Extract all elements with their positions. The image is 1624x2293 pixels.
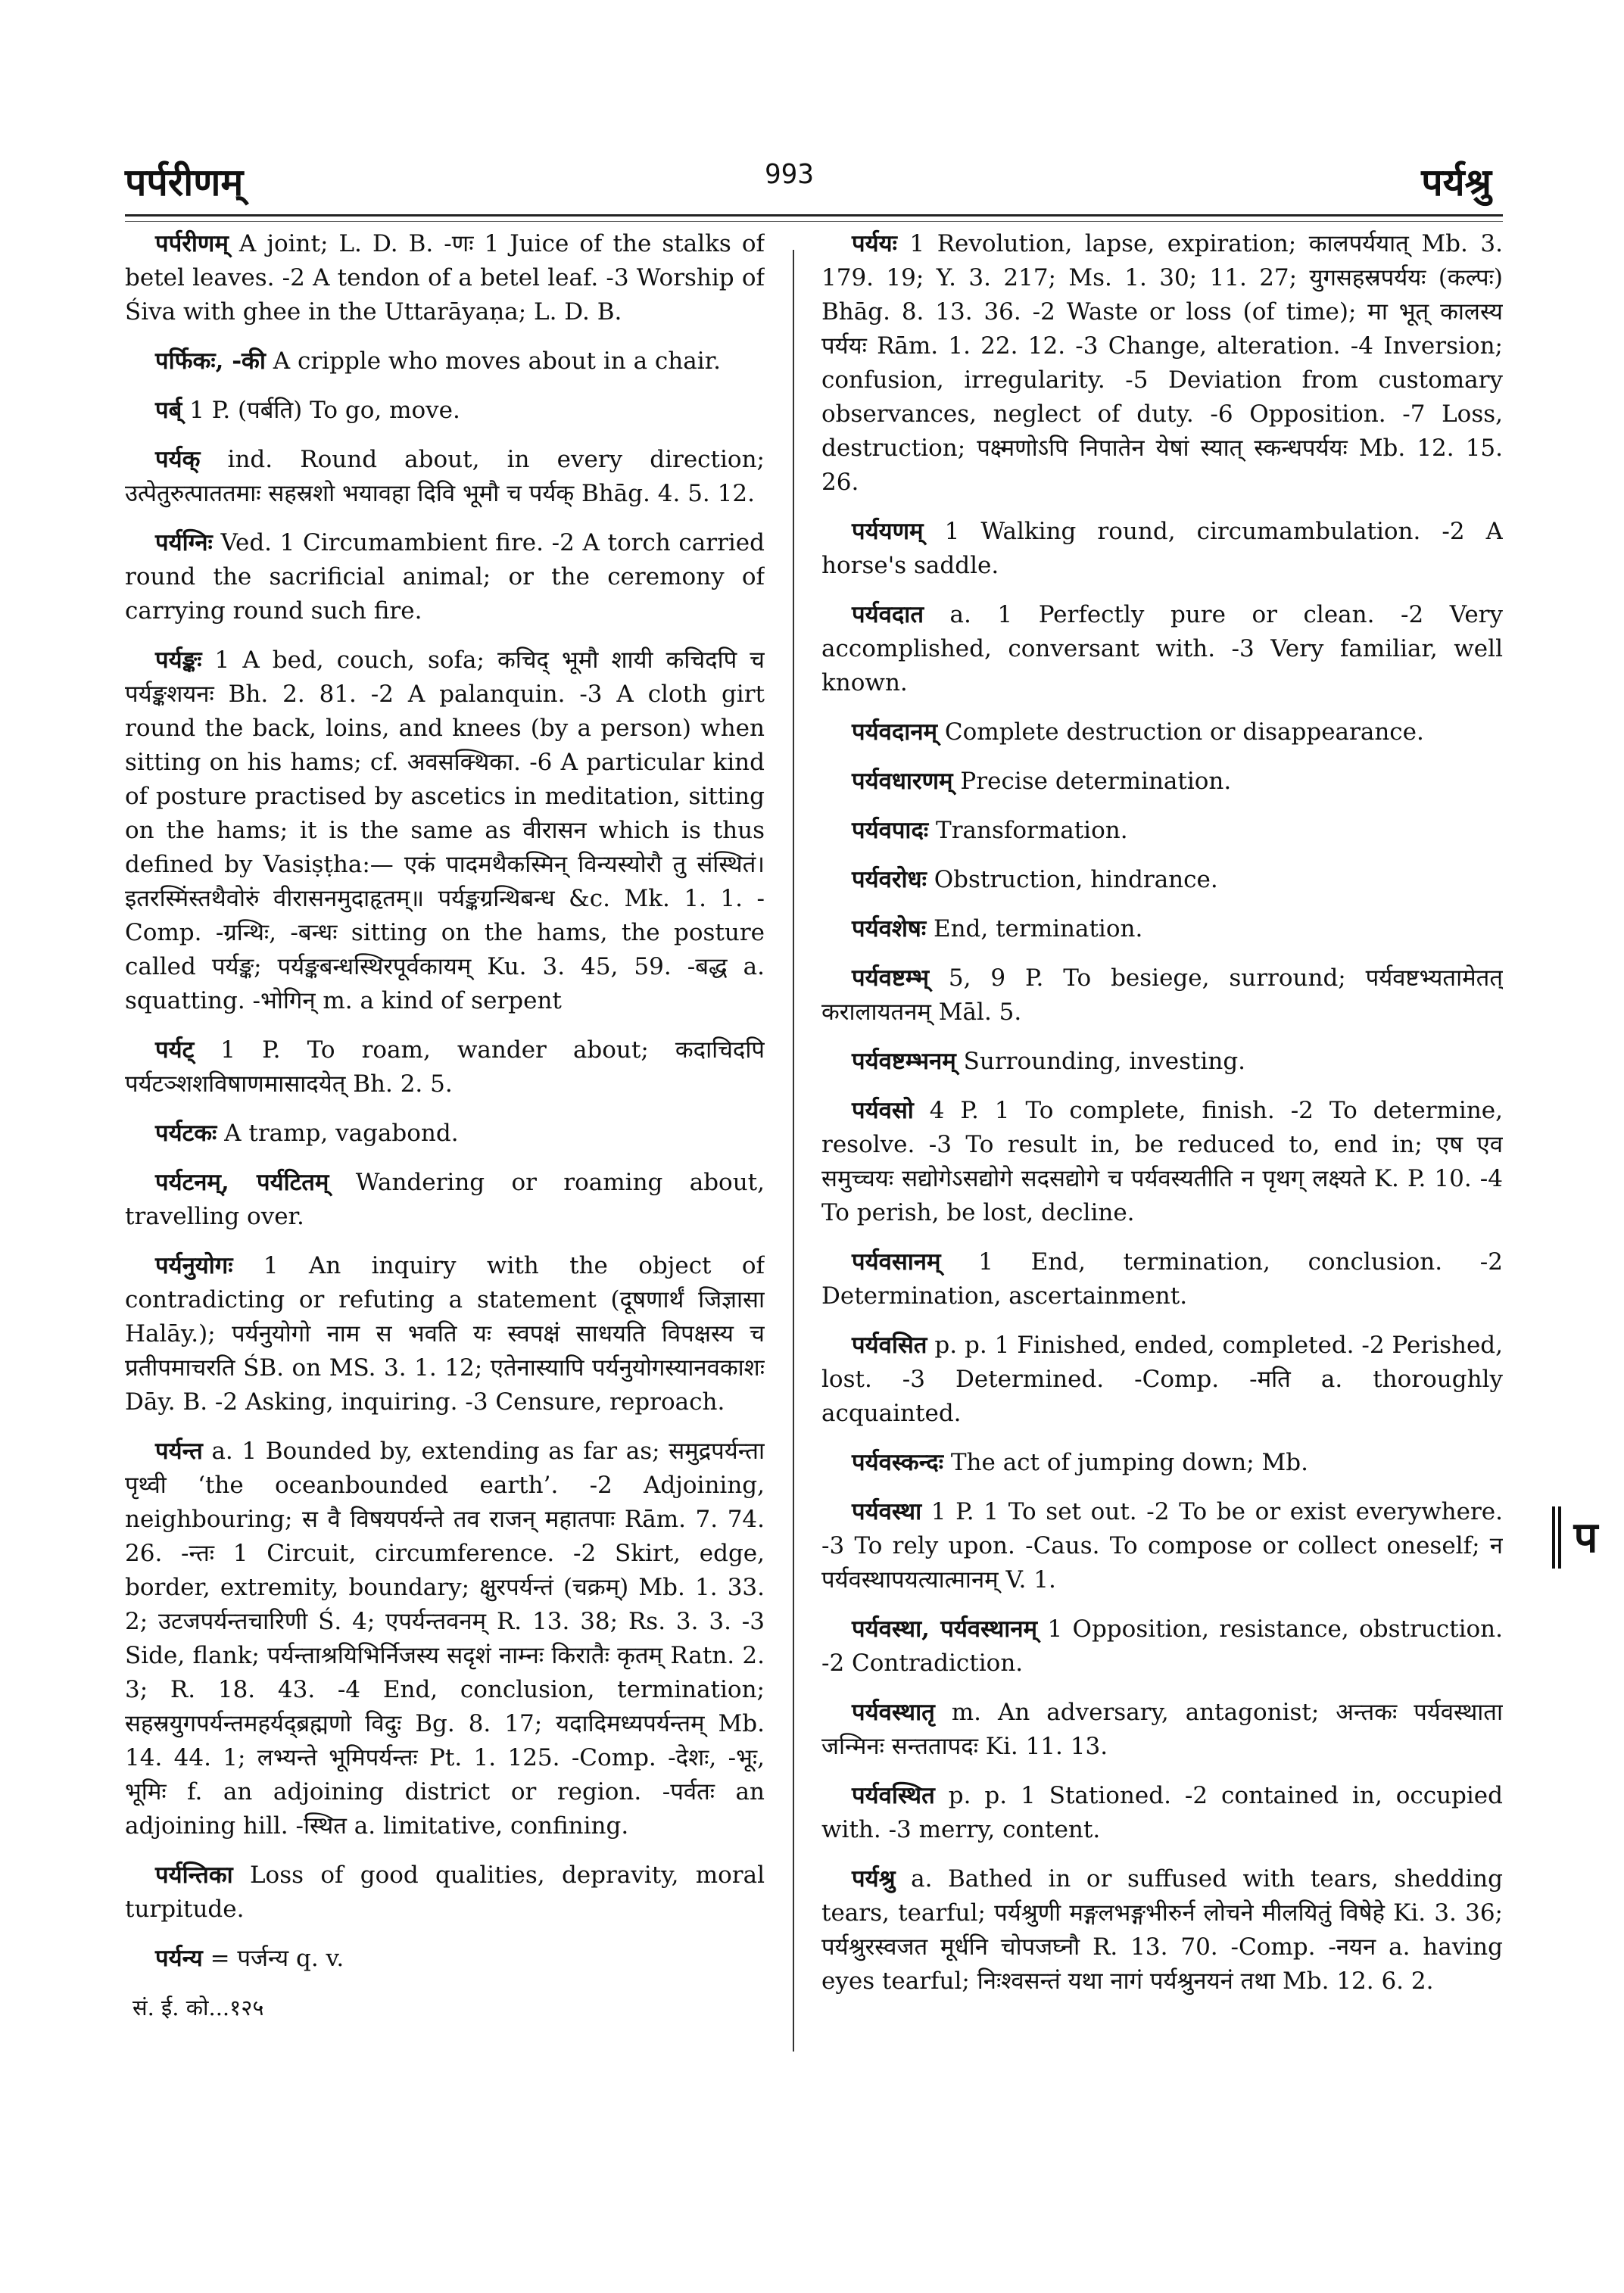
dictionary-entry xyxy=(125,443,765,511)
signature-footnote: सं. ई. को...१२५ xyxy=(132,1995,264,2020)
entry-headword: पर्यवदात xyxy=(852,601,924,628)
entry-definition: 1 End, termination, conclusion. -2 Determination, ascertainment. xyxy=(821,1248,1503,1310)
entry-headword: पर्यवधारणम् xyxy=(852,768,953,795)
right-entries xyxy=(821,227,1503,1999)
dictionary-entry xyxy=(821,1045,1503,1079)
page-header xyxy=(0,0,1624,220)
dictionary-entry xyxy=(821,598,1503,700)
dictionary-entry xyxy=(125,1435,765,1843)
entry-definition: 1 An inquiry with the object of contradicting or refuting a statement (दूषणार्थं जिज्ञासा Halāy.); पर्यनुयोगो नाम स भवति यः स्वपक्षं साधयति विपक्षस्य च प्रतीपमाचरति ŚB. on MS. 3. 1. 12; एतेनास्यापि पर्यनुयोगस्यानवकाशः Dāy. B. -2 Asking, inquiring. -3 Censure, reproach. xyxy=(125,1252,765,1416)
entry-definition: a. 1 Bounded by, extending as far as; समुद्रपर्यन्ता पृथ्वी ‘the oceanbounded earth’. -2 Adjoining, neighbouring; स वै विषयपर्यन्ते तव राजन् महातपाः Rām. 7. 74. 26. -न्तः 1 Circuit, circumference. -2 Skirt, edge, border, extremity, boundary; क्षुरपर्यन्तं (चक्रम्) Mb. 1. 33. 2; उटजपर्यन्तचारिणी Ś. 4; एपर्यन्तवनम् R. 13. 38; Rs. 3. 3. -3 Side, flank; पर्यन्ताश्रयिभिर्निजस्य सदृशं नाम्नः किरातैः कृतम् Ratn. 2. 3; R. 18. 43. -4 End, conclusion, termination; सहस्रयुगपर्यन्तमहर्यद्ब्रह्मणो विदुः Bg. 8. 17; यदादिमध्यपर्यन्तम् Mb. 14. 44. 1; लभ्यन्ते भूमिपर्यन्तः Pt. 1. 125. -Comp. -देशः, -भूः, भूमिः f. an adjoining district or region. -पर्वतः an adjoining hill. -स्थित a. limitative, confining. xyxy=(125,1438,765,1840)
entry-headword: पर्यवस्थातृ xyxy=(852,1699,935,1726)
entry-definition: a. Bathed in or suffused with tears, shedding tears, tearful; पर्यश्रुणी मङ्गलभङ्गभीरुर्न लोचने मीलयितुं विषेहे Ki. 3. 36; पर्यश्रुरस्वजत मूर्धनि चोपजघ्नौ R. 13. 70. -Comp. -नयन a. having eyes tearful; निःश्वसन्तं यथा नागं पर्यश्रुनयनं तथा Mb. 12. 6. 2. xyxy=(821,1865,1503,1995)
dictionary-entry xyxy=(821,814,1503,848)
dictionary-entry xyxy=(125,227,765,329)
entry-definition: 1 A bed, couch, sofa; कचिद् भूमौ शायी कचिदपि च पर्यङ्कशयनः Bh. 2. 81. -2 A palanquin. -3 A cloth girt round the back, loins, and knees (by a person) when sitting on his hams; cf. अवसक्थिका. -6 A particular kind of posture practised by ascetics in meditation, sitting on the hams; it is the same as वीरासन which is thus defined by Vasiṣṭha:— एकं पादमथैकस्मिन् विन्यस्योरौ तु संस्थितं। इतरस्मिंस्तथैवोरुं वीरासनमुदाहृतम्॥ पर्यङ्कग्रन्थिबन्ध &c. Mk. 1. 1. -Comp. -ग्रन्थिः, -बन्धः sitting on the hams, the posture called पर्यङ्क; पर्यङ्कबन्धस्थिरपूर्वकायम् Ku. 3. 45, 59. -बद्ध a. squatting. -भोगिन् m. a kind of serpent xyxy=(125,646,765,1014)
dictionary-entry xyxy=(821,912,1503,946)
dictionary-entry xyxy=(125,1858,765,1927)
dictionary-entry xyxy=(821,1245,1503,1313)
dictionary-entry xyxy=(821,227,1503,500)
header-rule-thin xyxy=(125,221,1503,222)
entry-definition: End, termination. xyxy=(926,915,1143,942)
entry-definition: 5, 9 P. To besiege, surround; पर्यवष्टभ्यतामेतत् करालायतनम् Māl. 5. xyxy=(821,964,1503,1026)
dictionary-entry xyxy=(821,1696,1503,1764)
entry-definition: 1 P. (पर्बति) To go, move. xyxy=(182,397,460,424)
entry-definition: A tramp, vagabond. xyxy=(217,1120,459,1147)
entry-definition: m. An adversary, antagonist; अन्तकः पर्यवस्थाता जन्मिनः सन्ततापदः Ki. 11. 13. xyxy=(821,1699,1503,1760)
entry-headword: पर्परीणम् xyxy=(155,230,229,257)
entry-headword: पर्यवशेषः xyxy=(852,915,927,942)
dictionary-entry xyxy=(821,1495,1503,1597)
entry-headword: पर्यवस्कन्दः xyxy=(852,1449,943,1476)
header-rule xyxy=(125,214,1503,217)
entry-definition: = पर्जन्य q. v. xyxy=(202,1945,344,1972)
entry-headword: पर्यनुयोगः xyxy=(155,1252,233,1279)
entry-headword: पर्ययणम् xyxy=(852,518,924,545)
entry-definition: 1 P. 1 To set out. -2 To be or exist everywhere. -3 To rely upon. -Caus. To compose or collect oneself; न पर्यवस्थापयत्यात्मानम् V. 1. xyxy=(821,1498,1503,1594)
dictionary-entry xyxy=(125,344,765,379)
entry-definition: Obstruction, hindrance. xyxy=(926,866,1218,893)
dictionary-entry xyxy=(821,1779,1503,1847)
entry-headword: पर्यश्रु xyxy=(852,1865,896,1893)
entry-headword: पर्ययः xyxy=(852,230,897,257)
dictionary-entry xyxy=(821,1862,1503,1999)
entry-headword: पर्यवपादः xyxy=(852,817,929,844)
entry-definition: Wandering or roaming about, travelling over. xyxy=(125,1169,765,1230)
dictionary-entry xyxy=(821,863,1503,897)
left-column xyxy=(125,227,765,2165)
entry-definition: The act of jumping down; Mb. xyxy=(943,1449,1308,1476)
page-number: 993 xyxy=(765,159,815,190)
entry-definition: 1 Opposition, resistance, obstruction. -2 Contradiction. xyxy=(821,1615,1503,1677)
entry-definition: Complete destruction or disappearance. xyxy=(937,718,1424,746)
entry-definition: A joint; L. D. B. -णः 1 Juice of the stalks of betel leaves. -2 A tendon of a betel leaf. -3 Worship of Śiva with ghee in the Uttarāyaṇa; L. D. B. xyxy=(125,230,765,326)
dictionary-entry xyxy=(125,1249,765,1419)
entry-headword: पर्यवस्था, पर्यवस्थानम् xyxy=(852,1615,1038,1643)
entry-headword: पर्फिकः, -की xyxy=(155,347,266,375)
entry-definition: p. p. 1 Finished, ended, completed. -2 Perished, lost. -3 Determined. -Comp. -मति a. thoroughly acquainted. xyxy=(821,1332,1503,1427)
dictionary-entry xyxy=(821,765,1503,799)
entry-definition: 1 Walking round, circumambulation. -2 A horse's saddle. xyxy=(821,518,1503,579)
dictionary-entry xyxy=(821,715,1503,749)
right-column xyxy=(821,227,1503,2165)
dictionary-entry xyxy=(125,394,765,428)
dictionary-entry xyxy=(125,643,765,1018)
entry-headword: पर्यट् xyxy=(155,1036,195,1064)
entry-definition: Ved. 1 Circumambient fire. -2 A torch carried round the sacrificial animal; or the ceremony of carrying round such fire. xyxy=(125,529,765,625)
entry-headword: पर्यन्तिका xyxy=(155,1862,233,1889)
right-running-headword: पर्यश्रु xyxy=(1421,160,1492,204)
entry-definition: Loss of good qualities, depravity, moral turpitude. xyxy=(125,1862,765,1923)
entry-headword: पर्यवदानम् xyxy=(852,718,938,746)
entry-definition: ind. Round about, in every direction; उत्पेतुरुत्पाततमाः सहस्रशो भयावहा दिवि भूमौ च पर्यक् Bhāg. 4. 5. 12. xyxy=(125,446,765,507)
entry-headword: पर्यवस्थित xyxy=(852,1782,935,1809)
dictionary-entry xyxy=(821,1329,1503,1431)
dictionary-entry xyxy=(821,1612,1503,1681)
entry-headword: पर्यवसित xyxy=(852,1332,927,1359)
entry-definition: Surrounding, investing. xyxy=(955,1048,1246,1075)
entry-headword: पर्यवरोधः xyxy=(852,866,927,893)
entry-headword: पर्यन्य xyxy=(155,1945,203,1972)
entry-headword: पर्यवसो xyxy=(852,1097,914,1124)
entry-headword: पर्यटकः xyxy=(155,1120,217,1147)
dictionary-entry xyxy=(821,1446,1503,1480)
entry-definition: a. 1 Perfectly pure or clean. -2 Very accomplished, conversant with. -3 Very familiar, well known. xyxy=(821,601,1503,696)
entry-headword: पर्यग्निः xyxy=(155,529,213,556)
dictionary-entry xyxy=(125,1166,765,1234)
dictionary-entry xyxy=(125,1033,765,1101)
entry-definition: Transformation. xyxy=(928,817,1128,844)
entry-headword: पर्यवसानम् xyxy=(852,1248,941,1276)
entry-headword: पर्यवष्टम्भनम् xyxy=(852,1048,956,1075)
dictionary-entry xyxy=(125,526,765,628)
dictionary-entry xyxy=(821,1094,1503,1230)
entry-definition: Precise determination. xyxy=(952,768,1232,795)
dictionary-entry xyxy=(821,961,1503,1030)
entry-definition: p. p. 1 Stationed. -2 contained in, occupied with. -3 merry, content. xyxy=(821,1782,1503,1843)
dictionary-entry xyxy=(125,1117,765,1151)
dictionary-entry xyxy=(125,1942,765,1976)
entry-definition: A cripple who moves about in a chair. xyxy=(265,347,721,375)
entry-definition: 1 P. To roam, wander about; कदाचिदपि पर्यटञ्शशविषाणमासादयेत् Bh. 2. 5. xyxy=(125,1036,765,1098)
entry-headword: पर्यन्त xyxy=(155,1438,203,1465)
entry-headword: पर्यवस्था xyxy=(852,1498,922,1525)
column-divider xyxy=(793,250,794,2052)
left-entries xyxy=(125,227,765,1976)
entry-headword: पर्यवष्टम्भ् xyxy=(852,964,930,992)
dictionary-entry xyxy=(821,515,1503,583)
entry-headword: पर्यङ्कः xyxy=(155,646,202,674)
entry-headword: पर्ब् xyxy=(155,397,182,424)
entry-headword: पर्यक् xyxy=(155,446,201,473)
left-running-headword: पर्परीणम् xyxy=(125,160,244,204)
entry-definition: 1 Revolution, lapse, expiration; कालपर्ययात् Mb. 3. 179. 19; Y. 3. 217; Ms. 1. 30; 11. 27; युगसहस्रपर्ययः (कल्पः) Bhāg. 8. 13. 36. -2 Waste or loss (of time); मा भूत् कालस्य पर्ययः Rām. 1. 22. 12. -3 Change, alteration. -4 Inversion; confusion, irregularity. -5 Deviation from customary observances, neglect of duty. -6 Opposition. -7 Loss, destruction; पक्ष्मणोऽपि निपातेन येषां स्यात् स्कन्धपर्ययः Mb. 12. 15. 26. xyxy=(821,230,1503,496)
entry-definition: 4 P. 1 To complete, finish. -2 To determine, resolve. -3 To result in, be reduced to, end in; एष एव समुच्चयः सद्योगेऽसद्योगे सदसद्योगे च पर्यवस्यतीति न पृथग् लक्ष्यते K. P. 10. -4 To perish, be lost, decline. xyxy=(821,1097,1503,1226)
entry-headword: पर्यटनम्, पर्यटितम् xyxy=(155,1169,329,1196)
thumb-index-tab: प xyxy=(1552,1506,1610,1569)
